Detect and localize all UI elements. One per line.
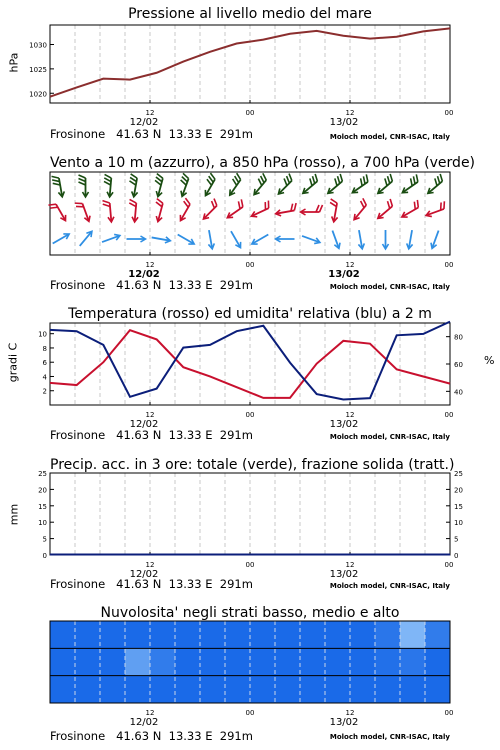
cloud-cell bbox=[350, 648, 376, 675]
x-tick-label: 12 bbox=[345, 261, 355, 269]
wind-panel bbox=[0, 150, 500, 298]
x-tick-label: 12 bbox=[345, 411, 355, 419]
date-label: 12/02 bbox=[129, 717, 159, 728]
cloud-chart bbox=[0, 598, 500, 750]
x-tick-label: 00 bbox=[245, 411, 255, 419]
cloud-cell bbox=[225, 648, 251, 675]
cloud-cell bbox=[400, 676, 426, 703]
y-tick-label-right: 5 bbox=[454, 535, 459, 544]
cloud-cell bbox=[50, 648, 76, 675]
cloud-cell bbox=[275, 676, 301, 703]
cloud-cell bbox=[325, 648, 351, 675]
wind-arrow-10m bbox=[429, 230, 441, 250]
wind-arrow-10m-shaft bbox=[178, 235, 194, 244]
y-tick-label-right: 60 bbox=[454, 361, 463, 369]
rh-ylabel: % bbox=[484, 354, 495, 367]
cloud-cell bbox=[300, 621, 326, 648]
wind-barb-850 bbox=[151, 199, 166, 223]
x-tick-label: 00 bbox=[245, 261, 255, 269]
cloud-cell bbox=[175, 648, 201, 675]
date-label: 12/02 bbox=[128, 269, 160, 280]
wind-barb-850 bbox=[373, 199, 396, 221]
wind-barb-700-flag bbox=[79, 182, 86, 185]
pressure-panel bbox=[0, 0, 500, 150]
cloud-cell bbox=[425, 648, 451, 675]
x-tick-label: 00 bbox=[444, 411, 454, 419]
wind-barb-700 bbox=[348, 174, 372, 195]
cloud-cell bbox=[125, 621, 151, 648]
wind-barb-700 bbox=[151, 174, 166, 198]
cloud-cell bbox=[300, 648, 326, 675]
y-tick-label: 5 bbox=[42, 535, 47, 544]
cloud-cell bbox=[50, 621, 76, 648]
cloud-cell bbox=[125, 676, 151, 703]
model-credit: Moloch model, CNR-ISAC, Italy bbox=[329, 582, 450, 590]
wind-barb-700 bbox=[52, 175, 66, 198]
wind-barb-850 bbox=[424, 201, 448, 218]
wind-barb-850-flag bbox=[320, 205, 323, 212]
date-label: 13/02 bbox=[329, 419, 359, 430]
wind-barb-850 bbox=[248, 201, 272, 219]
wind-barb-850 bbox=[48, 200, 68, 224]
wind-barb-700-flag bbox=[79, 175, 86, 178]
y-tick-label: 1030 bbox=[29, 41, 47, 50]
wind-barb-700 bbox=[423, 174, 446, 196]
cloud-cell bbox=[275, 621, 301, 648]
cloud-cell bbox=[50, 676, 76, 703]
wind-barb-850-flag bbox=[442, 201, 447, 209]
cloud-cell bbox=[75, 648, 101, 675]
y-tick-label-right: 10 bbox=[454, 519, 463, 528]
temp-ylabel: gradi C bbox=[6, 342, 20, 383]
x-tick-label: 12 bbox=[345, 109, 355, 117]
wind-barb-850 bbox=[349, 198, 371, 221]
y-tick-label: 8 bbox=[42, 344, 47, 353]
cloud-cell bbox=[100, 621, 126, 648]
cloud-cell bbox=[350, 676, 376, 703]
cloud-cell bbox=[375, 648, 401, 675]
date-label: 13/02 bbox=[329, 717, 359, 728]
wind-arrow-10m bbox=[330, 230, 342, 250]
cloud-cell bbox=[375, 676, 401, 703]
pressure-ylabel: hPa bbox=[7, 52, 21, 73]
location-info: Frosinone 41.63 N 13.33 E 291m bbox=[50, 729, 253, 743]
wind-arrow-10m bbox=[51, 231, 70, 246]
wind-arrow-10m bbox=[406, 230, 415, 250]
wind-barb-700 bbox=[398, 174, 422, 195]
wind-barb-850 bbox=[274, 203, 297, 217]
date-label: 13/02 bbox=[328, 269, 360, 280]
wind-barb-850 bbox=[102, 200, 114, 223]
y-tick-label: 0 bbox=[42, 552, 47, 560]
wind-barb-700-flag bbox=[104, 178, 111, 182]
cloud-title: Nuvolosita' negli strati basso, medio e alto bbox=[100, 605, 400, 621]
y-tick-label-right: 40 bbox=[454, 388, 463, 397]
cloud-cell bbox=[150, 621, 176, 648]
location-info: Frosinone 41.63 N 13.33 E 291m bbox=[50, 127, 253, 141]
model-credit: Moloch model, CNR-ISAC, Italy bbox=[329, 133, 450, 141]
precip-ylabel: mm bbox=[7, 503, 21, 526]
y-tick-label-right: 20 bbox=[454, 486, 463, 495]
wind-barb-700 bbox=[176, 173, 193, 197]
plot-frame bbox=[50, 473, 450, 555]
cloud-cell bbox=[100, 648, 126, 675]
cloud-cell bbox=[225, 676, 251, 703]
model-credit: Moloch model, CNR-ISAC, Italy bbox=[329, 433, 450, 441]
temp-rh-panel bbox=[0, 298, 500, 448]
wind-arrow-10m-shaft bbox=[253, 235, 269, 244]
wind-arrow-10m bbox=[206, 230, 215, 250]
wind-barb-700 bbox=[323, 174, 346, 196]
wind-barb-700 bbox=[103, 174, 115, 197]
date-label: 12/02 bbox=[129, 569, 159, 580]
cloud-cell bbox=[425, 621, 451, 648]
wind-arrow-10m bbox=[383, 230, 389, 249]
wind-title: Vento a 10 m (azzurro), a 850 hPa (rosso), a 700 hPa (verde) bbox=[50, 155, 476, 171]
wind-barb-850-flag bbox=[293, 203, 297, 210]
wind-barb-850 bbox=[198, 199, 221, 222]
wind-barb-850 bbox=[128, 199, 140, 222]
cloud-cell bbox=[400, 621, 426, 648]
location-info: Frosinone 41.63 N 13.33 E 291m bbox=[50, 428, 253, 442]
wind-barb-850 bbox=[301, 205, 323, 215]
cloud-cell bbox=[375, 621, 401, 648]
wind-barb-700 bbox=[199, 173, 219, 197]
wind-barb-850-flag bbox=[316, 205, 319, 212]
cloud-cell bbox=[275, 648, 301, 675]
cloud-cell bbox=[250, 676, 276, 703]
wind-barb-850 bbox=[174, 198, 194, 222]
wind-barb-700 bbox=[373, 174, 396, 196]
wind-arrow-10m-shaft bbox=[53, 235, 69, 244]
location-info: Frosinone 41.63 N 13.33 E 291m bbox=[50, 278, 253, 292]
wind-barb-850-flag bbox=[102, 200, 109, 204]
x-tick-label: 00 bbox=[245, 109, 255, 117]
cloud-cell bbox=[225, 621, 251, 648]
date-label: 13/02 bbox=[329, 117, 359, 128]
wind-barb-700 bbox=[249, 173, 271, 196]
x-tick-label: 12 bbox=[145, 411, 155, 419]
date-label: 12/02 bbox=[129, 117, 159, 128]
location-info: Frosinone 41.63 N 13.33 E 291m bbox=[50, 577, 253, 591]
date-label: 13/02 bbox=[329, 569, 359, 580]
x-tick-label: 12 bbox=[145, 261, 155, 269]
cloud-cell bbox=[125, 648, 151, 675]
y-tick-label-right: 80 bbox=[454, 333, 463, 342]
cloud-cell bbox=[200, 676, 226, 703]
wind-barb-850 bbox=[75, 200, 92, 224]
wind-arrow-10m bbox=[127, 236, 146, 242]
x-tick-label: 00 bbox=[444, 709, 454, 717]
x-tick-label: 00 bbox=[245, 709, 255, 717]
precip-chart bbox=[0, 448, 500, 598]
cloud-cell bbox=[175, 621, 201, 648]
wind-barb-850-flag bbox=[266, 201, 272, 209]
cloud-cell bbox=[425, 676, 451, 703]
wind-barb-700-flag bbox=[79, 179, 86, 182]
wind-arrow-10m bbox=[228, 230, 243, 249]
x-tick-label: 00 bbox=[444, 109, 454, 117]
y-tick-label: 10 bbox=[38, 519, 47, 528]
precip-title: Precip. acc. in 3 ore: totale (verde), frazione solida (tratt.) bbox=[50, 457, 455, 473]
cloud-cell bbox=[325, 676, 351, 703]
wind-barb-700 bbox=[127, 174, 141, 197]
precip-panel bbox=[0, 448, 500, 598]
cloud-cell bbox=[250, 648, 276, 675]
x-tick-label: 12 bbox=[145, 561, 155, 569]
x-tick-label: 00 bbox=[444, 261, 454, 269]
wind-barb-850 bbox=[327, 199, 341, 222]
cloud-cell bbox=[200, 648, 226, 675]
cloud-cell bbox=[150, 676, 176, 703]
date-label: 12/02 bbox=[129, 419, 159, 430]
cloud-cell bbox=[250, 621, 276, 648]
cloud-cell bbox=[75, 676, 101, 703]
wind-chart bbox=[0, 150, 500, 298]
wind-barb-850 bbox=[223, 199, 247, 220]
x-tick-label: 12 bbox=[345, 561, 355, 569]
wind-barb-850-flag bbox=[129, 199, 136, 203]
cloud-cell bbox=[300, 676, 326, 703]
y-tick-label-right: 25 bbox=[454, 470, 463, 478]
wind-barb-700-flag bbox=[52, 175, 59, 179]
y-tick-label: 10 bbox=[38, 330, 47, 339]
cloud-cell bbox=[325, 621, 351, 648]
wind-barb-700 bbox=[273, 174, 296, 197]
wind-arrow-10m bbox=[101, 233, 121, 245]
cloud-cell bbox=[175, 676, 201, 703]
cloud-cell bbox=[150, 648, 176, 675]
cloud-cell bbox=[200, 621, 226, 648]
cloud-cell bbox=[100, 676, 126, 703]
cloud-cell bbox=[350, 621, 376, 648]
y-tick-label: 1020 bbox=[29, 90, 47, 99]
model-credit: Moloch model, CNR-ISAC, Italy bbox=[329, 283, 450, 291]
y-tick-label: 4 bbox=[42, 373, 47, 382]
cloud-cell bbox=[400, 648, 426, 675]
y-tick-label: 2 bbox=[42, 387, 47, 396]
temp-rh-title: Temperatura (rosso) ed umidita' relativa (blu) a 2 m bbox=[68, 306, 432, 322]
wind-barb-700 bbox=[224, 173, 245, 197]
y-tick-label: 25 bbox=[38, 470, 47, 478]
x-tick-label: 00 bbox=[444, 561, 454, 569]
x-tick-label: 12 bbox=[145, 709, 155, 717]
wind-arrow-10m bbox=[250, 232, 269, 247]
cloud-cell bbox=[75, 621, 101, 648]
wind-barb-700 bbox=[79, 175, 89, 197]
wind-arrow-10m-shaft bbox=[231, 231, 240, 247]
temp-rh-chart bbox=[0, 298, 500, 448]
y-tick-label: 6 bbox=[42, 359, 47, 368]
wind-barb-850-flag bbox=[75, 201, 83, 206]
x-tick-label: 00 bbox=[245, 561, 255, 569]
y-tick-label: 20 bbox=[38, 486, 47, 495]
x-tick-label: 12 bbox=[345, 709, 355, 717]
wind-barb-700 bbox=[298, 174, 321, 196]
wind-arrow-10m bbox=[151, 234, 171, 243]
y-tick-label-right: 15 bbox=[454, 502, 463, 511]
pressure-title: Pressione al livello medio del mare bbox=[128, 6, 372, 22]
model-credit: Moloch model, CNR-ISAC, Italy bbox=[329, 733, 450, 741]
wind-barb-850-flag bbox=[129, 203, 136, 207]
cloud-panel bbox=[0, 598, 500, 750]
y-tick-label: 1025 bbox=[29, 65, 47, 74]
wind-barb-850 bbox=[398, 200, 422, 220]
wind-arrow-10m bbox=[176, 232, 195, 247]
y-tick-label: 15 bbox=[38, 502, 47, 511]
wind-barb-700-flag bbox=[104, 181, 111, 185]
x-tick-label: 12 bbox=[145, 109, 155, 117]
wind-barb-700-flag bbox=[104, 174, 111, 178]
wind-arrow-10m bbox=[276, 236, 295, 242]
wind-arrow-10m-shaft bbox=[80, 232, 92, 246]
y-tick-label-right: 0 bbox=[454, 552, 459, 560]
wind-arrow-10m bbox=[301, 233, 321, 245]
wind-arrow-10m bbox=[356, 230, 365, 250]
wind-arrow-10m bbox=[77, 229, 94, 247]
